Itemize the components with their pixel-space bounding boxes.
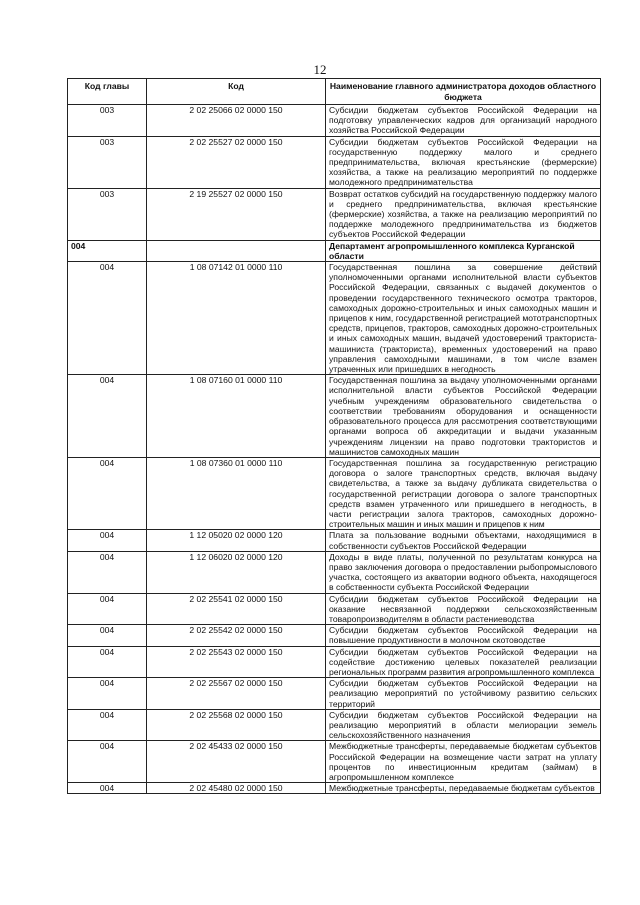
name-cell: Субсидии бюджетам субъектов Российской Федерации на государственную поддержку малого и среднего предпринимательства, включая крестьянские (фермерские) хозяйства, а также на реализацию мероприятий по поддержке молодежного предпринимательства [326, 136, 601, 188]
chapter-code-cell: 003 [68, 105, 147, 137]
department-row [68, 240, 601, 261]
chapter-code-cell: 004 [68, 551, 147, 593]
name-cell: Доходы в виде платы, полученной по результатам конкурса на право заключения договора о предоставлении рыбопромыслового участка, состоящего из акватории водного объекта, находящегося в собственности субъекта Российской Федерации [326, 551, 601, 593]
code-cell: 2 02 45433 02 0000 150 [147, 741, 326, 783]
chapter-code-cell: 004 [68, 783, 147, 794]
table-row [68, 457, 601, 529]
table-row [68, 551, 601, 593]
chapter-code-cell: 004 [68, 741, 147, 783]
code-cell: 2 02 25567 02 0000 150 [147, 678, 326, 710]
code-cell: 2 02 25568 02 0000 150 [147, 709, 326, 741]
name-cell: Возврат остатков субсидий на государственную поддержку малого и среднего предпринимательства, включая крестьянские (фермерские) хозяйства, а также на реализацию мероприятий по поддержке молодежного предпринимательства из бюджетов субъектов Российской Федерации [326, 188, 601, 240]
chapter-code-cell: 004 [68, 646, 147, 678]
table-header-row [68, 79, 601, 105]
code-cell: 1 12 06020 02 0000 120 [147, 551, 326, 593]
table-row [68, 625, 601, 646]
table-row [68, 646, 601, 678]
table-row [68, 741, 601, 783]
code-cell: 2 02 25543 02 0000 150 [147, 646, 326, 678]
code-cell: 2 19 25527 02 0000 150 [147, 188, 326, 240]
table-row [68, 783, 601, 794]
chapter-code-cell: 004 [68, 678, 147, 710]
table-row [68, 375, 601, 458]
page-number: 12 [313, 62, 327, 77]
code-cell: 2 02 45480 02 0000 150 [147, 783, 326, 794]
table-row [68, 105, 601, 137]
header-code: Код [147, 79, 326, 105]
table-row [68, 678, 601, 710]
name-cell: Плата за пользование водными объектами, находящимися в собственности субъектов Российской Федерации [326, 530, 601, 551]
name-cell: Субсидии бюджетам субъектов Российской Федерации на подготовку управленческих кадров для организаций народного хозяйства Российской Федерации [326, 105, 601, 137]
code-cell: 1 08 07142 01 0000 110 [147, 262, 326, 375]
name-cell: Государственная пошлина за государственную регистрацию договора о залоге транспортных средств, включая выдачу свидетельства, а также за выдачу дубликата свидетельства о государственной регистрации договора о залоге транспортных средств взамен утраченного или пришедшего в негодность, в части регистрации залога тракторов, самоходных дорожно-строительных машин и иных машин и прицепов к ним [326, 457, 601, 529]
table-row [68, 530, 601, 551]
name-cell: Субсидии бюджетам субъектов Российской Федерации на оказание несвязанной поддержки сельскохозяйственным товаропроизводителям в области растениеводства [326, 593, 601, 625]
name-cell: Государственная пошлина за совершение действий уполномоченными органами исполнительной власти субъектов Российской Федерации, связанных с выдачей документов о проведении государственного технического осмотра тракторов, самоходных дорожно-строительных и иных самоходных машин и прицепов к ним, государственной регистрацией мототранспортных средств, прицепов, тракторов, самоходных дорожно-строительных и иных самоходных машин, выдачей удостоверений тракториста-машиниста (тракториста), временных удостоверений на право управления самоходными машинами, в том числе взамен утраченных или пришедших в негодность [326, 262, 601, 375]
table-row [68, 262, 601, 375]
code-cell: 2 02 25527 02 0000 150 [147, 136, 326, 188]
code-cell: 1 08 07360 01 0000 110 [147, 457, 326, 529]
chapter-code-cell: 003 [68, 136, 147, 188]
name-cell: Межбюджетные трансферты, передаваемые бюджетам субъектов [326, 783, 601, 794]
code-cell: 1 12 05020 02 0000 120 [147, 530, 326, 551]
name-cell: Субсидии бюджетам субъектов Российской Федерации на реализацию мероприятий в области мелиорации земель сельскохозяйственного назначения [326, 709, 601, 741]
name-cell: Субсидии бюджетам субъектов Российской Федерации на содействие достижению целевых показателей реализации региональных программ развития агропромышленного комплекса [326, 646, 601, 678]
name-cell: Субсидии бюджетам субъектов Российской Федерации на реализацию мероприятий по устойчивому развитию сельских территорий [326, 678, 601, 710]
table-row [68, 593, 601, 625]
name-cell: Государственная пошлина за выдачу уполномоченными органами исполнительной власти субъектов Российской Федерации учебным учреждениям образовательного свидетельства о соответствии требованиям оборудования и оснащенности образовательного процесса для рассмотрения соответствующими органами вопроса об аккредитации и выдачи указанным учреждениям лицензии на право подготовки трактористов и машинистов самоходных машин [326, 375, 601, 458]
code-cell: 2 02 25541 02 0000 150 [147, 593, 326, 625]
chapter-code-cell: 004 [68, 457, 147, 529]
table-row [68, 136, 601, 188]
header-chapter-code: Код главы [68, 79, 147, 105]
chapter-code-cell: 004 [68, 625, 147, 646]
name-cell: Межбюджетные трансферты, передаваемые бюджетам субъектов Российской Федерации на возмещение части затрат на уплату процентов по инвестиционным кредитам (займам) в агропромышленном комплексе [326, 741, 601, 783]
code-cell: 2 02 25542 02 0000 150 [147, 625, 326, 646]
chapter-code-cell: 004 [68, 262, 147, 375]
name-cell: Субсидии бюджетам субъектов Российской Федерации на повышение продуктивности в молочном скотоводстве [326, 625, 601, 646]
chapter-code-cell: 004 [68, 530, 147, 551]
table-row [68, 188, 601, 240]
code-cell [147, 240, 326, 261]
code-cell: 2 02 25066 02 0000 150 [147, 105, 326, 137]
header-name: Наименование главного администратора доходов областного бюджета [326, 79, 601, 105]
chapter-code-cell: 004 [68, 240, 147, 261]
revenue-administrators-table [67, 78, 601, 794]
chapter-code-cell: 004 [68, 593, 147, 625]
chapter-code-cell: 004 [68, 375, 147, 458]
chapter-code-cell: 004 [68, 709, 147, 741]
code-cell: 1 08 07160 01 0000 110 [147, 375, 326, 458]
chapter-code-cell: 003 [68, 188, 147, 240]
name-cell: Департамент агропромышленного комплекса Курганской области [326, 240, 601, 261]
table-row [68, 709, 601, 741]
